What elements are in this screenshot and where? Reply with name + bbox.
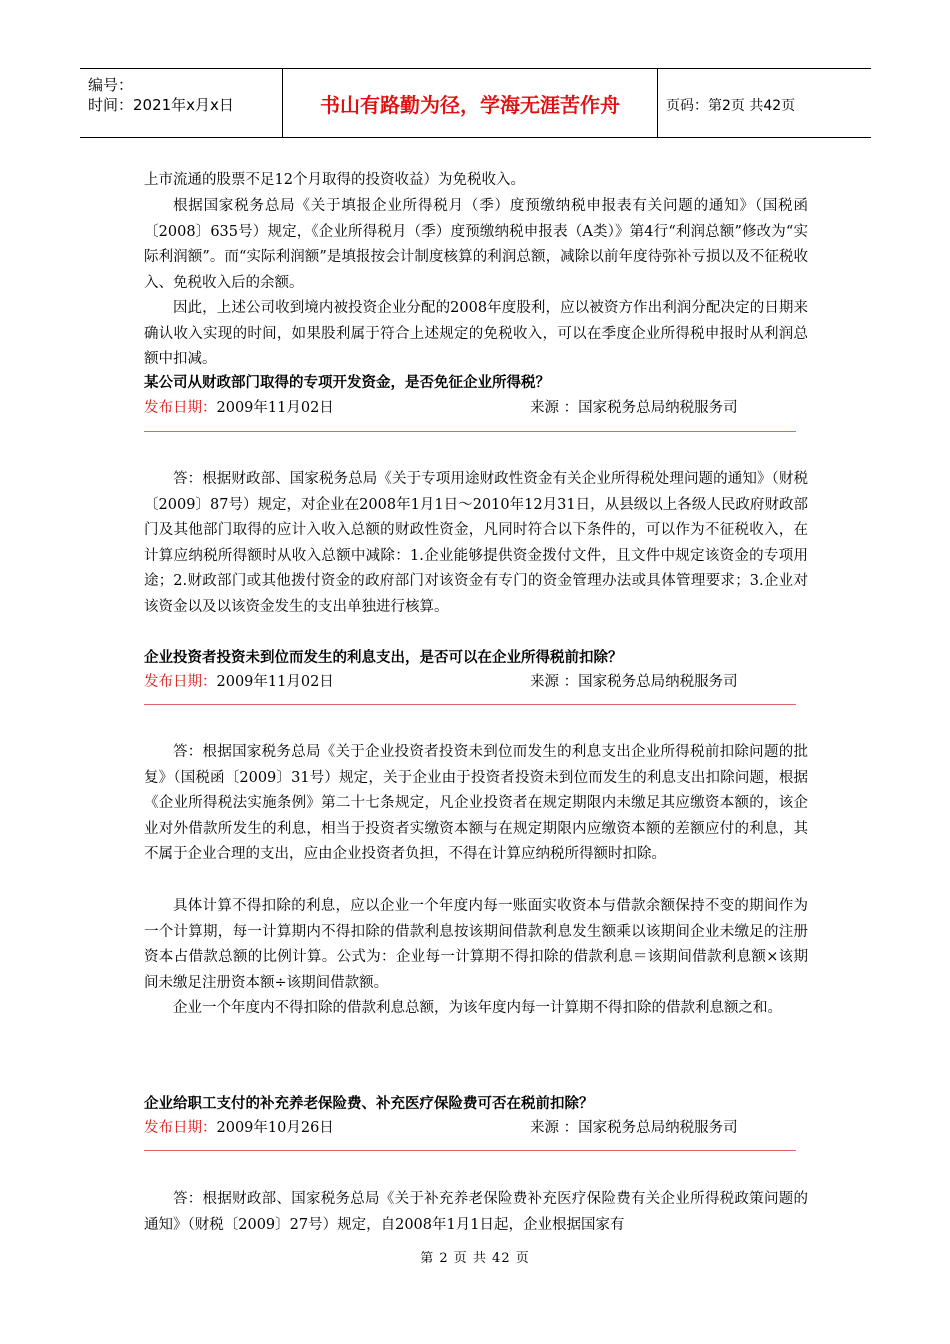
header-page-number: 页码：第2页 共42页 <box>666 98 796 114</box>
publish-date-label: 发布日期： <box>144 674 217 690</box>
divider <box>144 1150 796 1151</box>
source-label: 来源 ： <box>530 1120 579 1136</box>
source-label: 来源 ： <box>530 400 579 416</box>
page-header <box>80 68 871 138</box>
intro-paragraph-2: 根据国家税务总局《关于填报企业所得税月（季）度预缴纳税申报表有关问题的通知》（国税函〔2008〕635号）规定，《企业所得税月（季）度预缴纳税申报表（A类）》第4行“利润总额”修改为“实际利润额”。而“实际利润额”是填报按会计制度核算的利润总额，减除以前年度待弥补亏损以及不征税收入、免税收入后的余额。 <box>144 198 808 291</box>
article-meta-3 <box>144 1116 804 1137</box>
publish-date: 2009年11月02日 <box>216 674 334 690</box>
header-motto: 书山有路勤为径，学海无涯苦作舟 <box>282 69 658 137</box>
header-info <box>80 69 282 137</box>
question-heading-2: 企业投资者投资未到位而发生的利息支出，是否可以在企业所得税前扣除？ <box>144 650 623 666</box>
article-meta-1 <box>144 396 804 417</box>
publish-date: 2009年11月02日 <box>216 400 334 416</box>
answer-paragraph-1: 答：根据财政部、国家税务总局《关于专项用途财政性资金有关企业所得税处理问题的通知》（财税〔2009〕87号）规定，对企业在2008年1月1日～2010年12月31日，从县级以上各级人民政府财政部门及其他部门取得的应计入收入总额的财政性资金，凡同时符合以下条件的，可以作为不征税收入，在计算应纳税所得额时从收入总额中减除：1.企业能够提供资金拨付文件，且文件中规定该资金的专项用途；2.财政部门或其他拨付资金的政府部门对该资金有专门的资金管理办法或具体管理要求；3.企业对该资金以及以该资金发生的支出单独进行核算。 <box>144 471 808 615</box>
answer-paragraph-2b: 具体计算不得扣除的利息，应以企业一个年度内每一账面实收资本与借款余额保持不变的期间作为一个计算期，每一计算期内不得扣除的借款利息按该期间借款利息发生额乘以该期间企业未缴足的注册资本占借款总额的比例计算。公式为：企业每一计算期不得扣除的借款利息＝该期间借款利息额×该期间未缴足注册资本额÷该期间借款额。 <box>144 898 808 991</box>
question-heading-3: 企业给职工支付的补充养老保险费、补充医疗保险费可否在税前扣除？ <box>144 1096 594 1112</box>
article-source <box>530 396 738 417</box>
intro-paragraph-3: 因此，上述公司收到境内被投资企业分配的2008年度股利，应以被资方作出利润分配决定的日期来确认收入实现的时间，如果股利属于符合上述规定的免税收入，可以在季度企业所得税申报时从利润总额中扣减。 <box>144 300 808 368</box>
page-footer: 第 2 页 共 42 页 <box>420 1251 530 1266</box>
publish-date: 2009年10月26日 <box>216 1120 334 1136</box>
serial-label: 编号： <box>88 76 134 94</box>
answer-paragraph-2c: 企业一个年度内不得扣除的借款利息总额，为该年度内每一计算期不得扣除的借款利息额之和。 <box>173 1000 782 1016</box>
divider <box>144 431 796 432</box>
publish-date-label: 发布日期： <box>144 400 217 416</box>
answer-paragraph-2: 答：根据国家税务总局《关于企业投资者投资未到位而发生的利息支出企业所得税前扣除问题的批复》（国税函〔2009〕31号）规定，关于企业由于投资者投资未到位而发生的利息支出扣除问题，根据《企业所得税法实施条例》第二十七条规定，凡企业投资者在规定期限内未缴足其应缴资本额的，该企业对外借款所发生的利息，相当于投资者实缴资本额与在规定期限内应缴资本额的差额应付的利息，其不属于企业合理的支出，应由企业投资者负担，不得在计算应纳税所得额时扣除。 <box>144 744 808 863</box>
article-source <box>530 670 738 691</box>
article-source <box>530 1116 738 1137</box>
article-meta-2 <box>144 670 804 691</box>
source-name: 国家税务总局纳税服务司 <box>578 400 738 416</box>
source-label: 来源 ： <box>530 674 579 690</box>
divider <box>144 704 796 705</box>
publish-date-label: 发布日期： <box>144 1120 217 1136</box>
answer-paragraph-3: 答：根据财政部、国家税务总局《关于补充养老保险费补充医疗保险费有关企业所得税政策问题的通知》（财税〔2009〕27号）规定，自2008年1月1日起，企业根据国家有 <box>144 1191 808 1233</box>
date-label: 时间：2021年x月x日 <box>88 96 234 114</box>
source-name: 国家税务总局纳税服务司 <box>578 1120 738 1136</box>
intro-paragraph-1: 上市流通的股票不足12个月取得的投资收益）为免税收入。 <box>144 172 525 188</box>
question-heading-1: 某公司从财政部门取得的专项开发资金，是否免征企业所得税？ <box>144 375 550 391</box>
source-name: 国家税务总局纳税服务司 <box>578 674 738 690</box>
